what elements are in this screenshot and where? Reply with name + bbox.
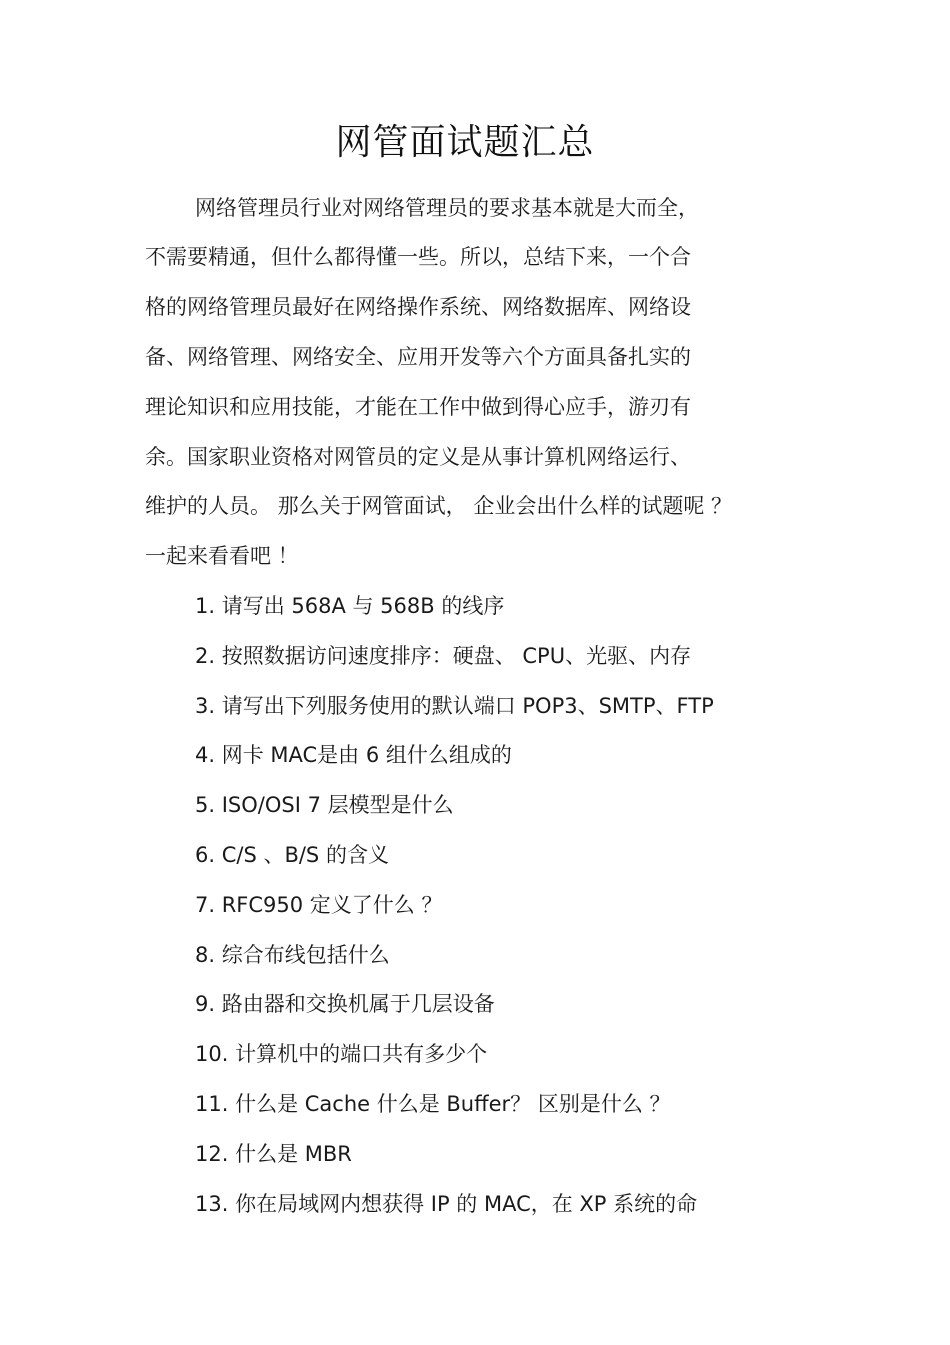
question-item: 4. 网卡 MAC是由 6 组什么组成的 (195, 743, 512, 767)
intro-line: 网络管理员行业对网络管理员的要求基本就是大而全， (195, 196, 699, 220)
intro-line: 一起来看看吧 ！ (145, 544, 299, 568)
question-item: 1. 请写出 568A 与 568B 的线序 (195, 594, 505, 618)
question-item: 3. 请写出下列服务使用的默认端口 POP3、SMTP、FTP (195, 694, 714, 718)
question-item: 13. 你在局域网内想获得 IP 的 MAC，在 XP 系统的命 (195, 1192, 698, 1216)
question-item: 8. 综合布线包括什么 (195, 943, 390, 967)
intro-line: 理论知识和应用技能，才能在工作中做到得心应手，游刃有 (145, 395, 691, 419)
question-item: 10. 计算机中的端口共有多少个 (195, 1042, 488, 1066)
question-item: 5. ISO/OSI 7 层模型是什么 (195, 793, 454, 817)
intro-line: 格的网络管理员最好在网络操作系统、网络数据库、网络设 (145, 295, 691, 319)
intro-line: 不需要精通，但什么都得懂一些。所以，总结下来，一个合 (145, 245, 691, 269)
question-item: 12. 什么是 MBR (195, 1142, 352, 1166)
question-item: 6. C/S 、B/S 的含义 (195, 843, 389, 867)
intro-line: 备、网络管理、网络安全、应用开发等六个方面具备扎实的 (145, 345, 691, 369)
intro-line: 维护的人员。 那么关于网管面试， 企业会出什么样的试题呢 ？ (145, 494, 733, 518)
document-title: 网管面试题汇总 (335, 122, 595, 163)
question-item: 11. 什么是 Cache 什么是 Buffer？ 区别是什么 ？ (195, 1092, 671, 1116)
intro-line: 余。国家职业资格对网管员的定义是从事计算机网络运行、 (145, 445, 691, 469)
question-item: 7. RFC950 定义了什么 ？ (195, 893, 443, 917)
question-item: 9. 路由器和交换机属于几层设备 (195, 992, 495, 1016)
question-item: 2. 按照数据访问速度排序：硬盘、 CPU、光驱、内存 (195, 644, 692, 668)
